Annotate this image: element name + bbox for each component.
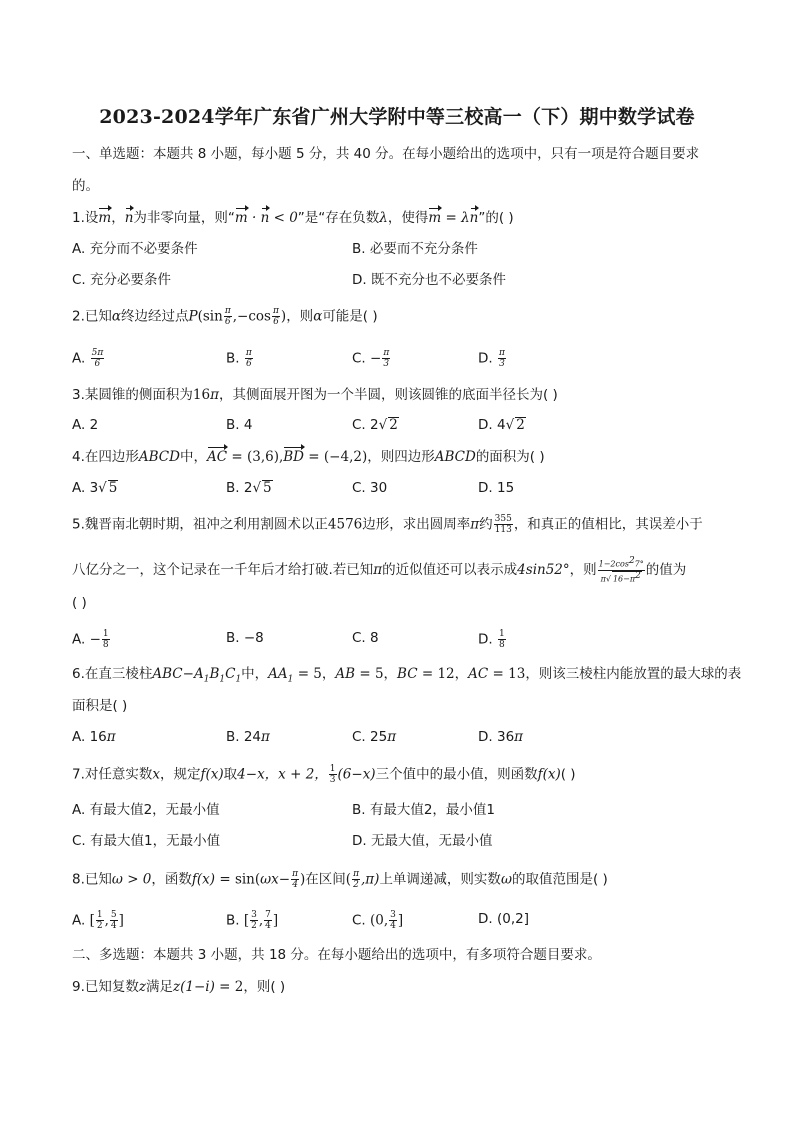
q5-option-b[interactable]: B. −8	[226, 630, 264, 646]
q8-option-d[interactable]: D. (0,2]	[478, 911, 529, 927]
question-1-stem: 1.设m，n为非零向量，则“m · n < 0”是“存在负数λ，使得m = λn”的( )	[72, 210, 514, 226]
q1-option-b[interactable]: B. 必要而不充分条件	[352, 241, 478, 257]
q5-option-a[interactable]: A. − $\frac{1}{8}$	[72, 629, 109, 650]
question-4-stem: 4.在四边形ABCD中，AC = (3,6),BD = (−4,2)，则四边形ABCD的面积为( )	[72, 449, 545, 465]
q7-option-b[interactable]: B. 有最大值2，最小值1	[352, 802, 496, 818]
q3-option-a[interactable]: A. 2	[72, 417, 99, 433]
q8-option-a[interactable]: A. [ $\frac{1}{2}$ , $\frac{5}{4}$ ]	[72, 910, 124, 931]
question-5-line-1: 5.魏晋南北朝时期，祖冲之利用割圆术以正4576边形，求出圆周率π约 $\frac{355}{113}$ ，和真正的值相比，其误差小于	[72, 514, 703, 535]
q6-option-d[interactable]: D. 36π	[478, 729, 524, 745]
q3-option-b[interactable]: B. 4	[226, 417, 253, 433]
section-1-heading-cont: 的。	[72, 178, 99, 194]
q8-option-b[interactable]: B. [ $\frac{3}{2}$ , $\frac{7}{4}$ ]	[226, 910, 279, 931]
q1-option-c[interactable]: C. 充分必要条件	[72, 272, 172, 288]
question-7-stem: 7.对任意实数x，规定f(x)取4−x，x + 2， $\frac{1}{3}$ (6−x)三个值中的最小值，则函数f(x)( )	[72, 764, 576, 785]
q2-option-b[interactable]: B. $\frac{\pi}{6}$	[226, 348, 252, 369]
q1-option-a[interactable]: A. 充分而不必要条件	[72, 241, 198, 257]
q2-option-d[interactable]: D. $\frac{\pi}{3}$	[478, 348, 505, 369]
question-2-stem: 2.已知α终边经过点P(sin $\frac{\pi}{6}$ ,−cos $\frac{\pi}{6}$ )，则α可能是( )	[72, 306, 378, 327]
section-2-heading: 二、多选题：本题共 3 小题，共 18 分。在每小题给出的选项中，有多项符合题目要求。	[72, 947, 601, 963]
q2-option-c[interactable]: C. − $\frac{\pi}{3}$	[352, 348, 390, 369]
q7-option-c[interactable]: C. 有最大值1，无最小值	[72, 833, 221, 849]
question-5-line-2: 八亿分之一，这个记录在一千年后才给打破.若已知π的近似值还可以表示成4sin52°，则 $\frac{1-2\cos^27^\circ}{\pi√ 16-\pi^2}$ 的值为	[72, 556, 687, 584]
q3-option-d[interactable]: D. 4√ 2	[478, 417, 525, 433]
q8-option-c[interactable]: C. (0, $\frac{3}{4}$ ]	[352, 910, 404, 931]
q1-option-d[interactable]: D. 既不充分也不必要条件	[352, 272, 506, 288]
q4-option-a[interactable]: A. 3√ 5	[72, 480, 118, 496]
page-title: 2023-2024学年广东省广州大学附中等三校高一（下）期中数学试卷	[99, 106, 695, 128]
question-6-line-1: 6.在直三棱柱$ABC-A_1B_1C_1$中，$AA_1 = 5$，AB = 5，BC = 12，AC = 13，则该三棱柱内能放置的最大球的表	[72, 666, 742, 685]
q4-option-d[interactable]: D. 15	[478, 480, 515, 496]
q7-option-d[interactable]: D. 无最大值，无最小值	[352, 833, 493, 849]
q6-option-c[interactable]: C. 25π	[352, 729, 397, 745]
q7-option-a[interactable]: A. 有最大值2，无最小值	[72, 802, 220, 818]
question-8-stem: 8.已知ω > 0，函数f(x) = sin(ωx− $\frac{\pi}{4}$ )在区间( $\frac{\pi}{2}$ ,π)上单调递减，则实数ω的取值范围是( )	[72, 869, 608, 890]
question-9-stem: 9.已知复数z满足z(1−i) = 2，则( )	[72, 979, 286, 995]
q5-option-c[interactable]: C. 8	[352, 630, 379, 646]
section-1-heading: 一、单选题：本题共 8 小题，每小题 5 分，共 40 分。在每小题给出的选项中，只有一项是符合题目要求	[72, 146, 700, 162]
q4-option-b[interactable]: B. 2√ 5	[226, 480, 272, 496]
question-3-stem: 3.某圆锥的侧面积为16π，其侧面展开图为一个半圆，则该圆锥的底面半径长为( )	[72, 387, 558, 403]
q6-option-b[interactable]: B. 24π	[226, 729, 270, 745]
q6-option-a[interactable]: A. 16π	[72, 729, 116, 745]
question-6-line-2: 面积是( )	[72, 698, 128, 714]
question-5-line-3: ( )	[72, 595, 87, 611]
q4-option-c[interactable]: C. 30	[352, 480, 388, 496]
q5-option-d[interactable]: D. $\frac{1}{8}$	[478, 629, 505, 650]
q3-option-c[interactable]: C. 2√ 2	[352, 417, 398, 433]
q2-option-a[interactable]: A. $\frac{5\pi}{6}$	[72, 348, 104, 369]
